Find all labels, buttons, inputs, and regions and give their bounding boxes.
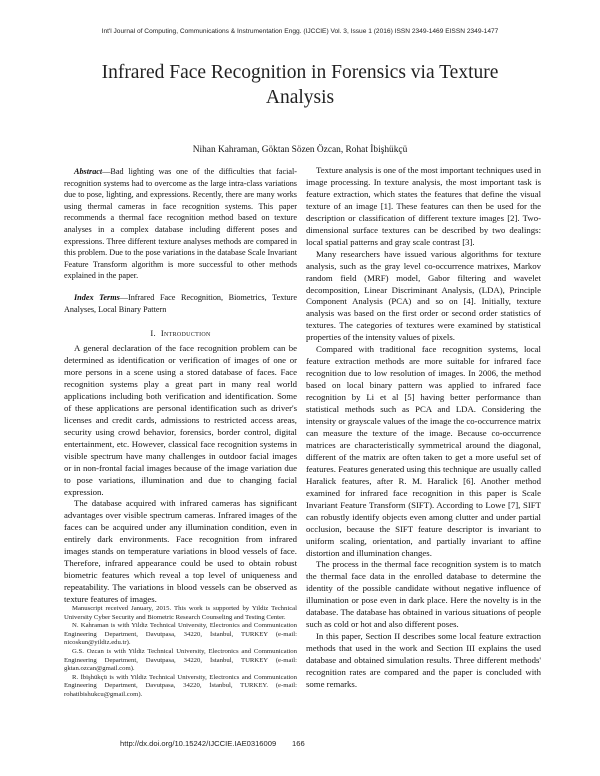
journal-header: Int'l Journal of Computing, Communications & Instrumentation Engg. (IJCCIE) Vol. 3, Issue 1 (2016) ISSN 2349-1469 EISSN 2349-1477 — [101, 28, 499, 35]
paragraph: A general declaration of the face recognition problem can be determined as identification or verification of images of one or more persons in a scene using a stored database of faces. Face recognition systems play a great part in many real world applications including both verification and identification. Some of these applications are personal identification such as driver's licenses and credit cards, admissions to restricted access areas, security using crowd behavior, forensics, border control, digital entertainment, etc. However, classical face recognition systems in visible spectrum have many challenges in outdoor facial images or in non-frontal facial images because of the image variation due to pose variations, illumination and due to changing facial expression. — [64, 343, 297, 497]
section-heading-introduction — [64, 328, 297, 340]
footnotes — [64, 605, 297, 700]
index-terms-text: —Infrared Face Recognition, Biometrics, Texture Analyses, Local Binary Pattern — [64, 292, 297, 314]
index-terms-label: Index Terms — [74, 292, 120, 302]
paragraph: Texture analysis is one of the most important techniques used in image processing. In texture analysis, the most important task is feature extraction, which states the features that define the visual texture of an image [1]. These features can then be used for the description or classification of different texture images [2]. Two-dimensional surface textures can be described by two dealings: local spatial patterns and gray scale contrast [3]. — [306, 165, 541, 247]
authors: Nihan Kahraman, Göktan Sözen Özcan, Rohat İbişhükçü — [192, 145, 408, 155]
doi-link[interactable]: http://dx.doi.org/10.15242/IJCCIE.IAE0316009 — [120, 739, 277, 748]
footnote: Manuscript received January, 2015. This work is supported by Yildiz Technical University Cyber Security and Biometric Research Counseling and Testing Center. — [64, 605, 297, 621]
paragraph: Many researchers have issued various algorithms for texture analysis, such as the gray level co-occurrence matrixes, Markov random field (MRF) model, Gabor filtering and wavelet decomposition, Linear Discriminant Analysis, (LDA), Principle Component Analysis (PCA) and so on [4]. Initially, texture analysis was based on the first order or second order statistics of textures. The categories of textures were examined by statistical properties of the intensity values of pixels. — [306, 248, 541, 343]
index-terms — [64, 292, 297, 315]
left-column — [64, 166, 297, 606]
footnote: G.S. Ozcan is with Yildiz Technical University, Electronics and Communication Engineering Department, Davutpasa, 34220, İstanbul, TURKEY (e-mail: gktan.ozcan@gmail.com). — [64, 647, 297, 673]
footnote: R. İbişhükçü is with Yildiz Technical University, Electronics and Communication Engineering Department, Davutpasa, 34220, İstanbul, TURKEY. (e-mail: rohatibishukcu@gmail.com). — [64, 673, 297, 698]
page-number: 166 — [292, 739, 305, 748]
paragraph: The database acquired with infrared cameras has significant advantages over visible spectrum cameras. Infrared images of the faces can be acquired under any illumination condition, even in entirely dark environments. Face recognition from infrared images stands on temperature variations in blood vessels of face. Therefore, infrared appearance could be used to obtain robust biometric features which reveal a top level of uniqueness and repeatability. The variations in blood vessels can be observed as texture features of images. — [64, 498, 297, 605]
abstract-label: Abstract — [74, 167, 103, 176]
right-column — [306, 165, 541, 691]
section-title: Introduction — [160, 328, 211, 339]
paragraph: The process in the thermal face recognition system is to match the thermal face data in the enrolled database to determine the identity of the possible candidate without negative influence of illumination or pose even in dark place. Here the novelty is in the database. The database has obtained in various situations of people such as cold or hot and also different poses. — [306, 559, 541, 630]
section-number: I. — [150, 328, 156, 339]
abstract-text: —Bad lighting was one of the difficulties that facial-recognition systems had to overcome as the large intra-class variations due to pose, lighting, and expressions. Recently, there are many works using thermal cameras in face recognition systems. This paper recommends a thermal face recognition method based on texture analyses in a complex database including different poses and expressions. Three different texture analyses methods are compared in this problem. Due to the pose variations in the database Scale Invariant Feature Transform algorithm is more successful to other methods explained in the paper. — [64, 167, 297, 281]
paragraph: In this paper, Section II describes some local feature extraction methods that used in the work and Section III explains the used database and obtained simulation results. Three different methods' recognition rates are compared and the paper is concluded with some remarks. — [306, 631, 541, 689]
paragraph: Compared with traditional face recognition systems, local feature extraction methods are more suitable for infrared face recognition due to low resolution of images. In 2006, the method based on local binary pattern was applied to infrared face recognition by Li et al [5] having better performance than statistical methods such as PCA and LDA. Considering the intensity or grayscale values of the image the co-occurrence matrix can measure the texture of the image. Because co-occurrence matrices are characteristically symmetrical around the diagonal, different of the matrix are often taken to get a more useful set of features. Features generated using this technique are usually called Haralick features, after R. M. Haralick [6]. Another method examined for infrared face recognition in this paper is Scale Invariant Feature Transform (SIFT). According to Lowe [7], SIFT can robustly identify objects even among clutter and under partial occlusion, because the SIFT feature descriptor is invariant to uniform scaling, orientation, and partially invariant to affine distortion and illumination changes. — [306, 344, 541, 558]
footnote: N. Kahraman is with Yildiz Technical University, Electronics and Communication Engineering Department, Davutpasa, 34220, İstanbul, TURKEY (e-mail: nicoskun@yildiz.edu.tr). — [64, 622, 297, 647]
paper-title: Infrared Face Recognition in Forensics via Texture Analysis — [101, 62, 499, 108]
abstract — [64, 166, 297, 282]
